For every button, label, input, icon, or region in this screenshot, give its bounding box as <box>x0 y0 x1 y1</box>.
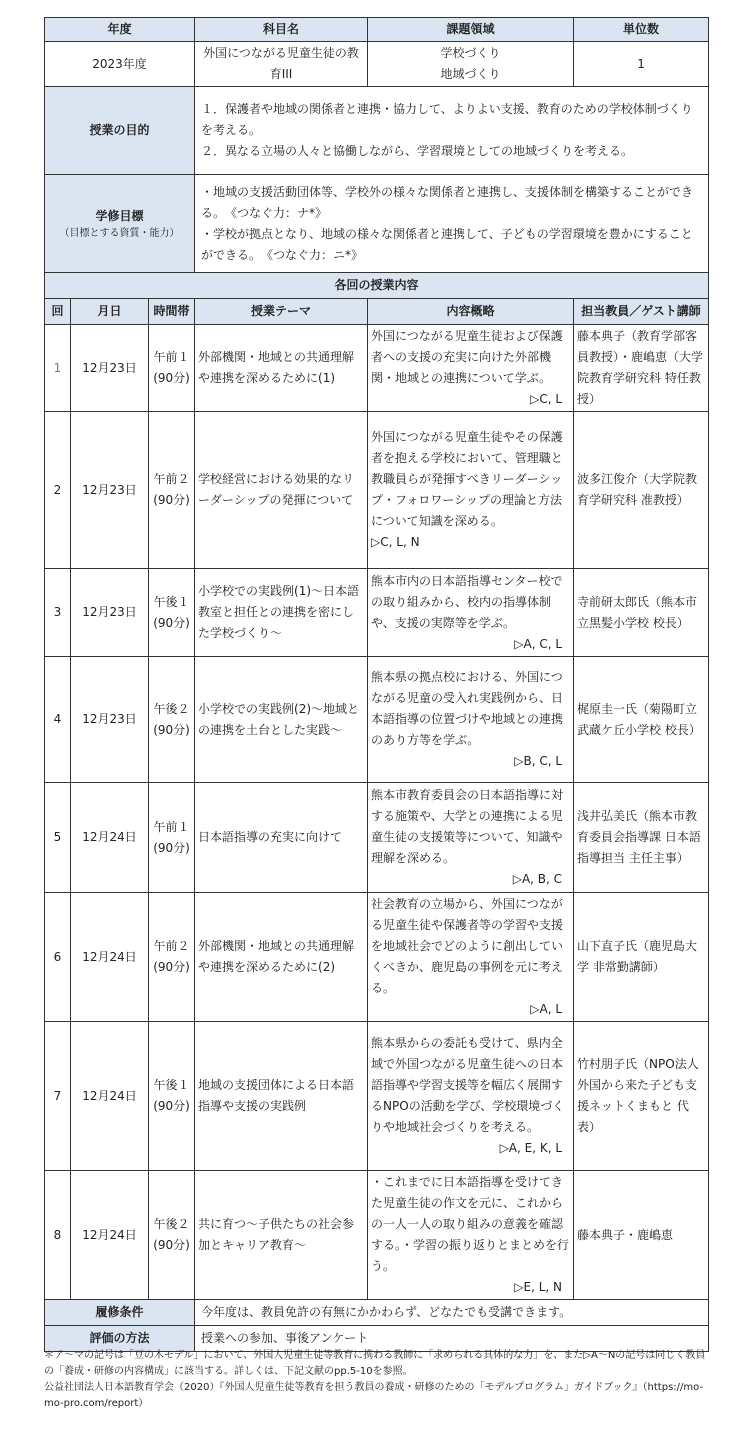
session-no: 5 <box>45 783 71 893</box>
session-no: 8 <box>45 1171 71 1300</box>
col-summary: 内容概略 <box>368 299 574 325</box>
session-theme: 外部機関・地域との共通理解や連携を深めるために(1) <box>195 325 368 412</box>
footnote <box>44 1348 708 1412</box>
subject-header: 科目名 <box>195 18 368 42</box>
session-slot: 午後１ <box>153 1078 190 1092</box>
session-time <box>149 325 195 412</box>
evaluation-text: 授業への参加、事後アンケート <box>195 1326 709 1352</box>
session-time <box>149 783 195 893</box>
session-slot: 午前１ <box>153 350 190 364</box>
summary-text: 熊本県からの委託も受けて、県内全域で外国つながる児童生徒への日本語指導や学習支援等を幅広く展開するNPOの活動を学び、学校環境づくりや地域社会づくりを考える。 <box>371 1036 565 1134</box>
summary-text: 外国につながる児童生徒および保護者への支援の充実に向けた外部機関・地域との連携について学ぶ。 <box>371 329 563 385</box>
session-no: 1 <box>45 325 71 412</box>
session-duration: (90分) <box>153 722 190 737</box>
table-row <box>45 657 709 783</box>
session-no: 6 <box>45 893 71 1022</box>
session-duration: (90分) <box>153 1238 190 1252</box>
summary-codes: ▷A, B, C <box>512 872 563 886</box>
summary-codes: ▷B, C, L <box>514 754 563 768</box>
col-no: 回 <box>45 299 71 325</box>
session-slot: 午後２ <box>153 701 190 716</box>
session-no: 4 <box>45 657 71 783</box>
year-header: 年度 <box>45 18 195 42</box>
goals-line-1: ・地域の支援活動団体等、学校外の様々な関係者と連携し、支援体制を構築することができる。 《つなぐ力：ナ*》 <box>201 184 694 220</box>
session-time <box>149 893 195 1022</box>
goals-sublabel: （目標とする資質・能力） <box>59 228 180 239</box>
domain-line-1: 学校づくり <box>440 46 501 60</box>
session-summary <box>368 325 574 412</box>
session-duration: (90分) <box>153 493 190 507</box>
session-no: 2 <box>45 412 71 569</box>
evaluation-label: 評価の方法 <box>45 1326 195 1352</box>
table-row <box>45 1171 709 1300</box>
session-slot: 午前２ <box>153 939 190 953</box>
summary-codes: ▷E, L, N <box>514 1280 563 1294</box>
summary-text: 熊本県の拠点校における、外国につながる児童の受入れ実践例から、日本語指導の位置づけや地域との連携のあり方等を学ぶ。 <box>371 670 564 747</box>
session-duration: (90分) <box>153 960 190 974</box>
session-duration: (90分) <box>153 840 190 855</box>
table-row <box>45 1022 709 1171</box>
credits-header: 単位数 <box>574 18 709 42</box>
col-date: 月日 <box>71 299 149 325</box>
session-date: 12月24日 <box>71 893 149 1022</box>
session-date: 12月23日 <box>71 657 149 783</box>
session-summary <box>368 1171 574 1300</box>
session-summary <box>368 657 574 783</box>
session-instructor: 山下直子氏（鹿児島大学 非常勤講師） <box>574 893 709 1022</box>
section-title: 各回の授業内容 <box>45 273 709 299</box>
goals-label: 学修目標 <box>95 209 144 223</box>
session-summary <box>368 1022 574 1171</box>
footnote-reference: 公益社団法人日本語教育学会（2020）『外国人児童生徒等教育を担う教員の養成・研修のための「モデルプログラム」ガイドブック』（https://mo-mo-pro.com/report） <box>44 1382 704 1409</box>
course-year: 2023年度 <box>45 42 195 87</box>
session-theme: 地域の支援団体による日本語指導や支援の実践例 <box>195 1022 368 1171</box>
requirements-text: 今年度は、教員免許の有無にかかわらず、どなたでも受講できます。 <box>195 1300 709 1326</box>
session-time <box>149 1022 195 1171</box>
session-theme: 外部機関・地域との共通理解や連携を深めるために(2) <box>195 893 368 1022</box>
session-time <box>149 1171 195 1300</box>
session-date: 12月24日 <box>71 1022 149 1171</box>
session-theme: 共に育つ〜子供たちの社会参加とキャリア教育〜 <box>195 1171 368 1300</box>
table-row <box>45 893 709 1022</box>
summary-codes: ▷A, L <box>530 1002 563 1016</box>
session-instructor: 梶原圭一氏（菊陽町立武蔵ケ丘小学校 校長） <box>574 657 709 783</box>
session-date: 12月24日 <box>71 783 149 893</box>
session-no: 3 <box>45 569 71 657</box>
table-row <box>45 325 709 412</box>
session-date: 12月23日 <box>71 569 149 657</box>
summary-text: 社会教育の立場から、外国につながる児童生徒や保護者等の学習や支援を地域社会でどのように創出していくべきか、鹿児島の事例を元に考える。 <box>371 897 564 995</box>
session-summary <box>368 569 574 657</box>
summary-text: 熊本市教育委員会の日本語指導に対する施策や、大学との連携による児童生徒の支援策等について、知識や理解を深める。 <box>371 788 564 865</box>
course-credits: 1 <box>574 42 709 87</box>
purpose-line-1: １．保護者や地域の関係者と連携・協力して、よりよい支援、教育のための学校体制づくりを考える。 <box>201 102 693 137</box>
session-duration: (90分) <box>153 1099 190 1113</box>
purpose-text <box>195 87 709 175</box>
domain-header: 課題領域 <box>368 18 574 42</box>
summary-text: 外国につながる児童生徒やその保護者を抱える学校において、管理職と教職員らが発揮すべきリーダーシップ・フォロワーシップの理論と方法について知識を深める。 <box>371 430 563 528</box>
purpose-label: 授業の目的 <box>45 87 195 175</box>
session-theme: 小学校での実践例(1)〜日本語教室と担任との連携を密にした学校づくり〜 <box>195 569 368 657</box>
summary-codes: ▷C, L <box>530 392 563 406</box>
session-instructor: 藤本典子・鹿嶋恵 <box>574 1171 709 1300</box>
session-duration: (90分) <box>153 371 190 385</box>
col-time: 時間帯 <box>149 299 195 325</box>
summary-text: 熊本市内の日本語指導センター校での取り組みから、校内の指導体制や、支援の実際等を学ぶ。 <box>371 573 563 630</box>
requirements-label: 履修条件 <box>45 1300 195 1326</box>
session-instructor: 寺前研太郎氏（熊本市立黒髪小学校 校長） <box>574 569 709 657</box>
table-row <box>45 569 709 657</box>
course-subject: 外国につながる児童生徒の教育III <box>195 42 368 87</box>
session-instructor: 藤本典子（教育学部客員教授）・鹿嶋恵（大学院教育学研究科 特任教授） <box>574 325 709 412</box>
session-duration: (90分) <box>153 615 190 630</box>
session-date: 12月24日 <box>71 1171 149 1300</box>
session-slot: 午後１ <box>153 594 190 609</box>
session-theme: 日本語指導の充実に向けて <box>195 783 368 893</box>
summary-text: ・これまでに日本語指導を受けてきた児童生徒の作文を元に、これからの一人一人の取り組みの意義を確認する。・学習の振り返りとまとめを行う。 <box>371 1175 570 1273</box>
summary-codes: ▷C, L, N <box>371 535 420 549</box>
purpose-line-2: ２．異なる立場の人々と協働しながら、学習環境としての地域づくりを考える。 <box>201 144 634 158</box>
session-no: 7 <box>45 1022 71 1171</box>
col-instructor: 担当教員／ゲスト講師 <box>574 299 709 325</box>
goals-label-cell <box>45 175 195 273</box>
course-domain <box>368 42 574 87</box>
session-theme: 小学校での実践例(2)〜地域との連携を土台とした実践〜 <box>195 657 368 783</box>
summary-codes: ▷A, E, K, L <box>499 1141 563 1155</box>
course-table <box>44 17 709 1352</box>
summary-codes: ▷A, C, L <box>514 636 563 651</box>
session-time <box>149 657 195 783</box>
col-theme: 授業テーマ <box>195 299 368 325</box>
session-slot: 午前２ <box>153 472 190 486</box>
goals-line-2: ・学校が拠点となり、地域の様々な関係者と連携して、子どもの学習環境を豊かにすることができる。 《つなぐ力：ニ*》 <box>201 226 693 262</box>
session-date: 12月23日 <box>71 412 149 569</box>
session-instructor: 波多江俊介（大学院教育学研究科 准教授） <box>574 412 709 569</box>
session-summary <box>368 893 574 1022</box>
session-slot: 午前１ <box>153 819 190 834</box>
session-date: 12月23日 <box>71 325 149 412</box>
goals-text <box>195 175 709 273</box>
session-time <box>149 412 195 569</box>
table-row <box>45 412 709 569</box>
session-time <box>149 569 195 657</box>
session-theme: 学校経営における効果的なリーダーシップの発揮について <box>195 412 368 569</box>
table-row <box>45 783 709 893</box>
session-instructor: 竹村朋子氏（NPO法人 外国から来た子ども支援ネットくまもと 代表） <box>574 1022 709 1171</box>
session-summary <box>368 783 574 893</box>
footnote-note: ＊ア〜マの記号は「豆の木モデル」において、外国人児童生徒等教育に携わる教師に「求められる具体的な力」を、また▷A〜Nの記号は同じく教員の「養成・研修の内容構成」に該当する。詳しくは、下記文献のpp.5-10を参照。 <box>44 1350 706 1377</box>
domain-line-2: 地域づくり <box>440 67 501 81</box>
session-summary <box>368 412 574 569</box>
session-slot: 午後２ <box>153 1217 190 1231</box>
session-instructor: 浅井弘美氏（熊本市教育委員会指導課 日本語指導担当 主任主事） <box>574 783 709 893</box>
